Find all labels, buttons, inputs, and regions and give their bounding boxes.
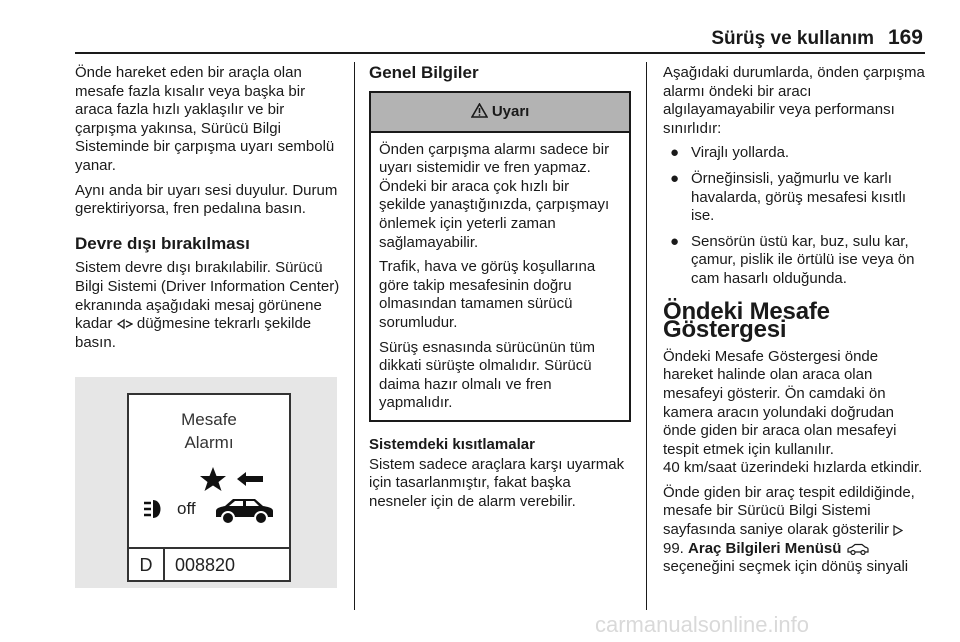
col3-paragraph-3 bbox=[663, 484, 927, 577]
vehicle-info-menu-label: Araç Bilgileri Menüsü bbox=[688, 539, 842, 557]
arrow-left-icon bbox=[237, 471, 263, 487]
headlamp-icon bbox=[143, 497, 171, 521]
warning-header bbox=[371, 93, 629, 133]
warning-paragraph-3: Sürüş esnasında sürücünün tüm dikkati sürüşte olmalıdır. Sürücü daima hazır olmalı ve fren yapmalıdır. bbox=[379, 338, 595, 412]
section-heading-deactivation: Devre dışı bırakılması bbox=[75, 233, 250, 253]
col3-paragraph-3-end: seçeneğini seçmek için dönüş sinyali bbox=[663, 558, 909, 576]
col3-intro: Aşağıdaki durumlarda, önden çarpışma alarmı öndeki bir aracı algılayamayabilir veya performansı sınırlıdır: bbox=[663, 64, 925, 137]
dic-footer-letter: D bbox=[129, 549, 165, 582]
column-divider-2 bbox=[646, 62, 647, 610]
warning-paragraph-1: Önden çarpışma alarmı sadece bir uyarı sistemidir ve fren yapmaz. Öndeki bir araca çok hızlı bir şekilde yanaştığınızda, çarpışmayı önlemek için yeterli zaman sağlamayabilir. bbox=[379, 140, 610, 251]
dic-message-title bbox=[129, 408, 289, 454]
page-reference-link[interactable]: 99. bbox=[663, 539, 684, 557]
star-icon bbox=[199, 466, 227, 492]
watermark: carmanualsonline.info bbox=[595, 612, 810, 637]
list-item-text: Örneğinsisli, yağmurlu ve karlı havalarda, görüş mesafesi kısıtlı ise. bbox=[691, 169, 907, 225]
col3-paragraph-3-start: Önde giden bir araç tespit edildiğinde, mesafe bir Sürücü Bilgi Sistemi sayfasında saniye olarak gösterilir bbox=[663, 483, 915, 539]
warning-label: Uyarı bbox=[491, 102, 530, 120]
column-2 bbox=[369, 64, 631, 517]
section-heading-general: Genel Bilgiler bbox=[369, 63, 479, 82]
bullet-icon: ● bbox=[670, 144, 680, 162]
column-3 bbox=[663, 64, 927, 583]
page-reference-arrow-icon bbox=[893, 525, 903, 536]
page-number: 169 bbox=[887, 26, 923, 49]
col2-paragraph-1: Sistem sadece araçlara karşı uyarmak için tasarlanmıştır, fakat başka nesneler için de alarm verebilir. bbox=[369, 455, 625, 510]
dic-title-line-1: Mesafe bbox=[181, 410, 237, 429]
list-item-text: Virajlı yollarda. bbox=[691, 144, 790, 162]
section-heading-distance-indicator: Öndeki Mesafe Göstergesi bbox=[663, 297, 830, 344]
vehicle-info-car-icon bbox=[846, 543, 870, 555]
warning-paragraph-2: Trafik, hava ve görüş koşullarına göre takip mesafesinin doğru olmasından tamamen sürücü sorumludur. bbox=[379, 258, 596, 331]
col3-paragraph-1: Öndeki Mesafe Göstergesi önde hareket halinde olan araca olan mesafeyi gösterir. Ön camdaki ön kamera aracın yolundaki doğrudan önde giden bir araca olan mesafeyi tespit etmek için kullanılır. bbox=[663, 347, 897, 458]
list-item bbox=[663, 144, 927, 163]
steering-control-icon bbox=[117, 318, 133, 330]
dic-off-label: off bbox=[177, 499, 196, 518]
col1-paragraph-1: Önde hareket eden bir araçla olan mesafe fazla kısalır veya başka bir araca fazla hızlı yaklaşılır ve bir çarpışma yakınsa, Sürücü Bilgi Sisteminde bir çarpışma uyarı sembolü yanar. bbox=[75, 64, 335, 174]
dic-display-illustration bbox=[75, 377, 337, 588]
dic-footer-code: 008820 bbox=[175, 555, 236, 575]
column-divider-1 bbox=[354, 62, 355, 610]
list-item-text: Sensörün üstü kar, buz, sulu kar, çamur, pislik ile örtülü ise veya ön cam hasarlı olduğunda. bbox=[691, 232, 915, 287]
col3-paragraph-2: 40 km/saat üzerindeki hızlarda etkindir. bbox=[663, 459, 923, 477]
dic-footer-row bbox=[129, 547, 289, 582]
col1-paragraph-2: Aynı anda bir uyarı sesi duyulur. Durum gerektiriyorsa, fren pedalına basın. bbox=[75, 181, 338, 218]
car-icon bbox=[213, 495, 275, 527]
dic-screen bbox=[127, 393, 291, 582]
section-subheading-limitations: Sistemdeki kısıtlamalar bbox=[369, 435, 535, 453]
limitations-list bbox=[663, 144, 927, 288]
column-1 bbox=[75, 64, 343, 358]
warning-box bbox=[369, 91, 631, 422]
header-title: Sürüş ve kullanım bbox=[711, 28, 874, 49]
bullet-icon: ● bbox=[670, 169, 680, 187]
warning-triangle-icon bbox=[471, 103, 488, 118]
dic-title-line-2: Alarmı bbox=[184, 433, 234, 452]
bullet-icon: ● bbox=[670, 232, 680, 250]
header-rule bbox=[75, 52, 925, 54]
col1-paragraph-3 bbox=[75, 259, 343, 352]
col1-paragraph-3-end: düğmesine tekrarlı şekilde basın. bbox=[75, 315, 312, 351]
list-item bbox=[663, 170, 927, 226]
list-item bbox=[663, 233, 927, 289]
warning-body bbox=[371, 133, 629, 420]
col1-paragraph-3-start: Sistem devre dışı bırakılabilir. Sürücü Bilgi Sistemi (Driver Information Center) ekranında aşağıdaki mesaj görünene kadar bbox=[75, 259, 340, 333]
